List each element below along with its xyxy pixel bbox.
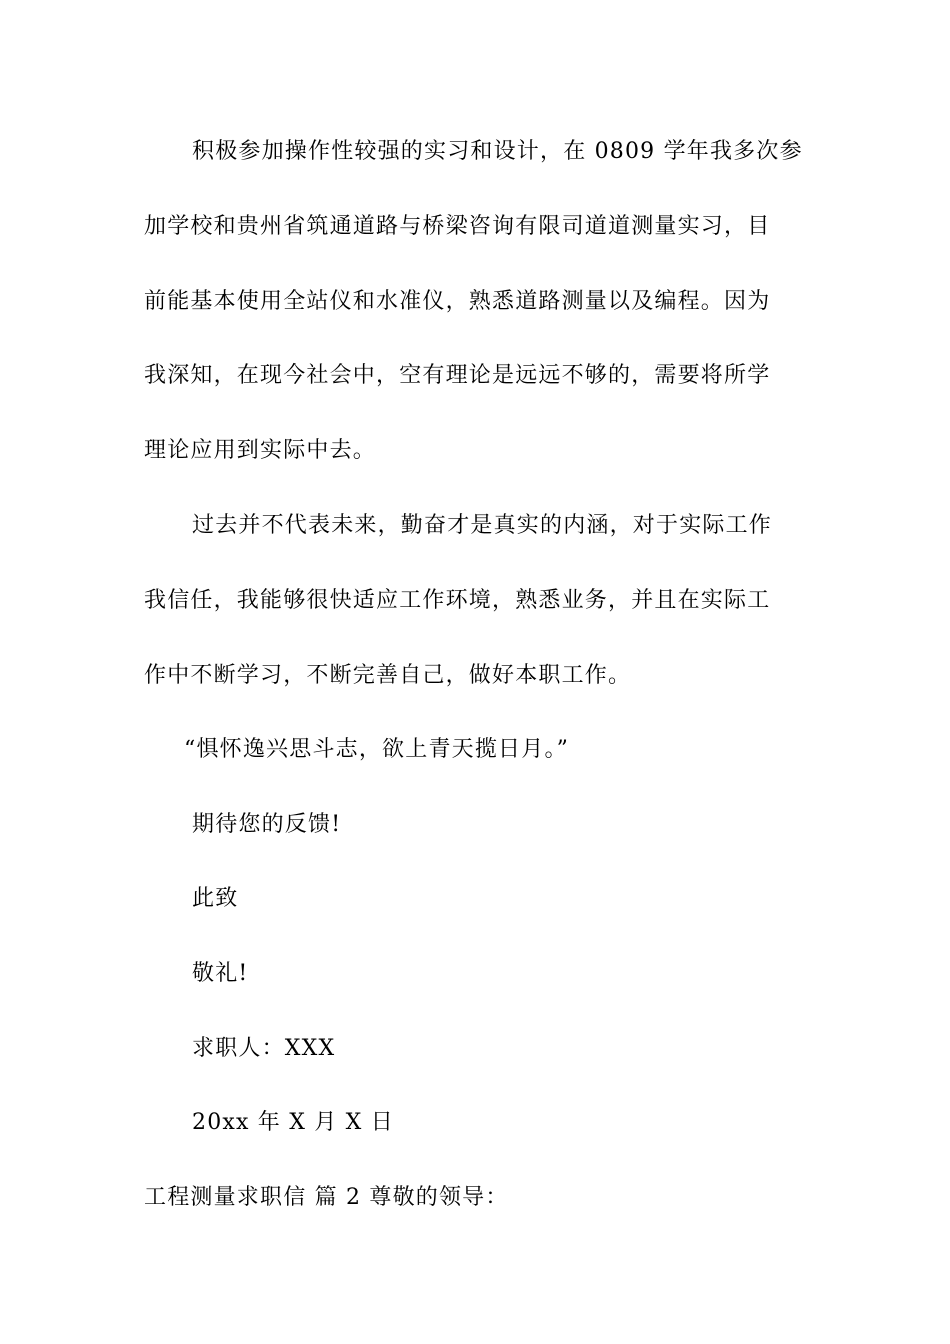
paragraph-2-line-1: 过去并不代表未来，勤奋才是真实的内涵，对于实际工作 [192, 513, 773, 538]
next-letter-heading: 工程测量求职信 篇 2 尊敬的领导： [144, 1185, 509, 1210]
closing-salute: 敬礼! [192, 961, 249, 986]
closing-feedback: 期待您的反馈! [192, 812, 342, 837]
closing-greeting: 此致 [192, 886, 239, 911]
applicant-signature: 求职人：XXX [192, 1036, 336, 1061]
quote-line: “惧怀逸兴思斗志，欲上青天揽日月。” [184, 737, 570, 762]
paragraph-1-line-2: 加学校和贵州省筑通道路与桥梁咨询有限司道道测量实习，目 [144, 214, 771, 239]
paragraph-1-line-5: 理论应用到实际中去。 [144, 438, 377, 463]
paragraph-1-line-4: 我深知，在现今社会中，空有理论是远远不够的，需要将所学 [144, 363, 771, 388]
paragraph-2-line-3: 作中不断学习，不断完善自己，做好本职工作。 [144, 663, 632, 688]
letter-date: 20xx 年 X 月 X 日 [192, 1110, 394, 1135]
paragraph-1-line-1: 积极参加操作性较强的实习和设计，在 0809 学年我多次参 [192, 139, 803, 164]
paragraph-1-line-3: 前能基本使用全站仪和水准仪，熟悉道路测量以及编程。因为 [144, 289, 771, 314]
paragraph-2-line-2: 我信任，我能够很快适应工作环境，熟悉业务，并且在实际工 [144, 588, 771, 613]
